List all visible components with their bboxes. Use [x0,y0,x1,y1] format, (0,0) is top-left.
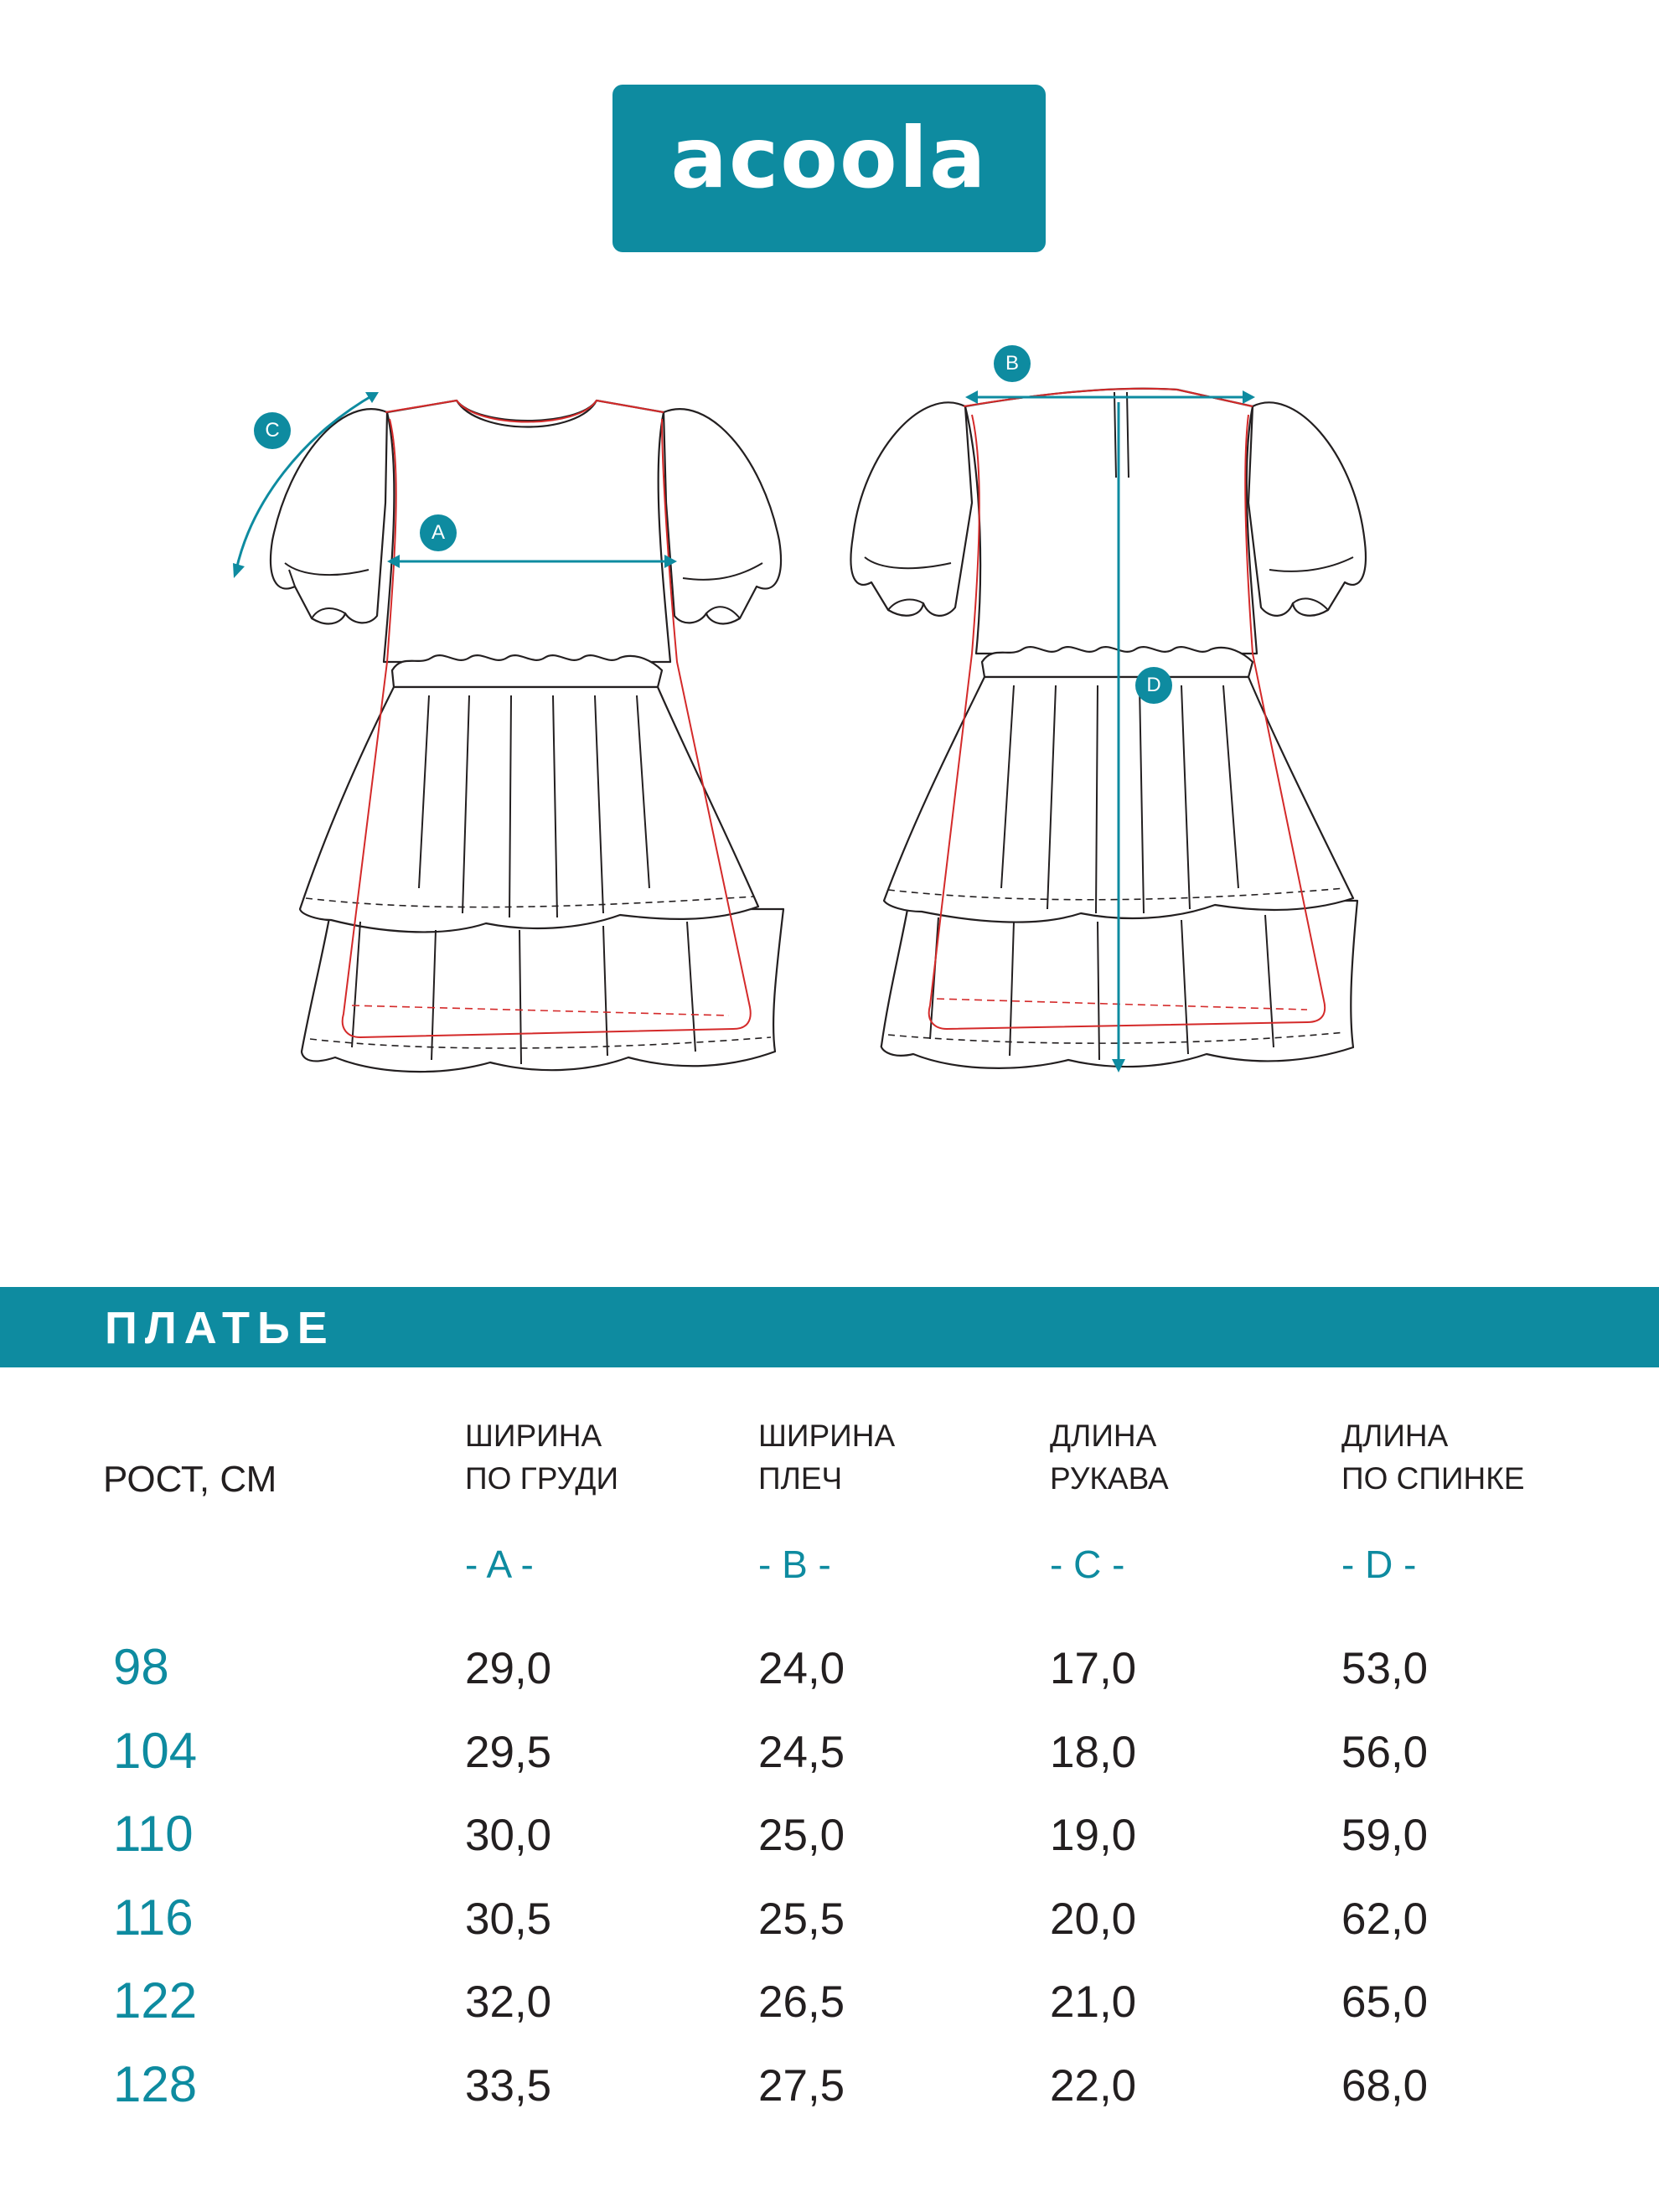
brand-logo-text: acoola [670,109,988,207]
marker-c-label: C [265,419,280,442]
chest-value: 29,0 [465,1644,552,1693]
product-title: ПЛАТЬЕ [105,1303,335,1353]
col-code-d: - D - [1341,1543,1417,1586]
size-value: 122 [113,1972,198,2029]
marker-a-label: A [431,521,445,544]
col-code-a: - A - [465,1543,534,1586]
chest-value: 30,0 [465,1811,552,1860]
back-length-value: 56,0 [1341,1728,1429,1777]
col-code-c: - C - [1050,1543,1125,1586]
col-header-chest: ШИРИНА ПО ГРУДИ [465,1419,619,1496]
sleeve-value: 22,0 [1050,2061,1137,2111]
col-code-b: - B - [758,1543,831,1586]
col-header-shoulder: ШИРИНА ПЛЕЧ [758,1419,896,1496]
size-value: 110 [113,1806,194,1862]
shoulder-value: 25,5 [758,1894,845,1944]
size-value: 116 [113,1889,194,1946]
back-length-value: 53,0 [1341,1644,1429,1693]
marker-b-label: B [1005,352,1019,375]
chest-value: 32,0 [465,1977,552,2027]
sleeve-value: 17,0 [1050,1644,1137,1693]
sleeve-value: 19,0 [1050,1811,1137,1860]
col-header-sleeve: ДЛИНА РУКАВА [1050,1419,1169,1496]
size-value: 98 [113,1639,169,1695]
chest-value: 30,5 [465,1894,552,1944]
shoulder-value: 24,5 [758,1728,845,1777]
shoulder-value: 25,0 [758,1811,845,1860]
shoulder-value: 26,5 [758,1977,845,2027]
sleeve-value: 20,0 [1050,1894,1137,1944]
back-length-value: 59,0 [1341,1811,1429,1860]
chest-value: 29,5 [465,1728,552,1777]
shoulder-value: 27,5 [758,2061,845,2111]
chest-value: 33,5 [465,2061,552,2111]
shoulder-value: 24,0 [758,1644,845,1693]
size-value: 104 [113,1723,198,1779]
back-length-value: 65,0 [1341,1977,1429,2027]
sleeve-value: 18,0 [1050,1728,1137,1777]
back-length-value: 62,0 [1341,1894,1429,1944]
back-length-value: 68,0 [1341,2061,1429,2111]
product-banner [0,1287,1659,1367]
marker-d-label: D [1146,674,1161,696]
col-header-back-length: ДЛИНА ПО СПИНКЕ [1341,1419,1525,1496]
size-value: 128 [113,2056,198,2112]
size-column-header: РОСТ, СМ [103,1459,277,1500]
sleeve-value: 21,0 [1050,1977,1137,2027]
